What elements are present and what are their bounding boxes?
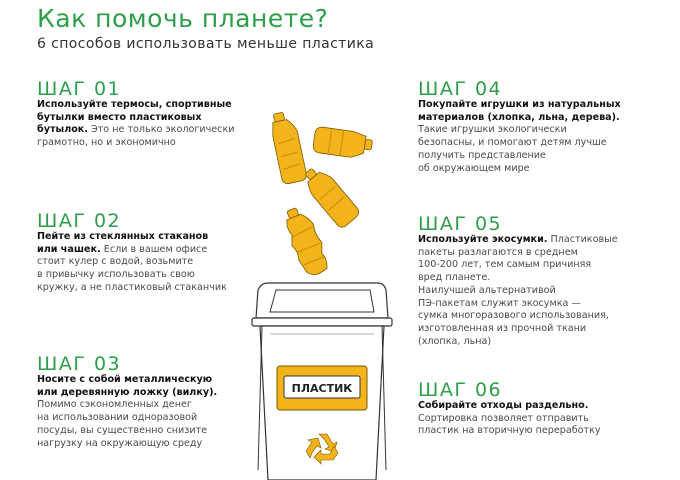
step-04-bold-line: материалов (хлопка, льна, дерева). — [418, 111, 620, 123]
step-05-text-line: ПЭ-пакетам служит экосумка — — [418, 297, 582, 309]
step-01-text — [37, 99, 262, 150]
step-01-heading: ШАГ 01 — [37, 78, 122, 100]
step-04-text-line: безопасны, и помогают детям лучше — [418, 137, 607, 149]
bin-label: ПЛАСТИК — [291, 382, 353, 395]
step-05-heading: ШАГ 05 — [418, 213, 503, 235]
step-01-text-line: грамотно, но и экономично — [37, 137, 176, 149]
step-05-text-line: Наилучшей альтернативой — [418, 284, 556, 296]
step-04-heading: ШАГ 04 — [418, 78, 503, 100]
step-04-text — [418, 99, 643, 175]
step-01-bold-line: бутылки вместо пластиковых — [37, 111, 202, 123]
step-02 — [37, 211, 262, 295]
bottle-icon — [268, 110, 307, 185]
step-06-text — [418, 400, 643, 438]
bottle-icon — [312, 126, 373, 160]
step-01-bold-line: Используйте термосы, спортивные — [37, 99, 232, 110]
step-05-text-line: Пластиковые — [547, 234, 618, 245]
page-title: Как помочь планете? — [37, 4, 329, 33]
step-01-text-line: Это не только экологически — [87, 124, 235, 136]
step-04 — [418, 79, 643, 175]
step-06-text-line: Сортировка позволяет отправить — [418, 412, 589, 424]
step-01-bold-line: бутылок. — [37, 124, 88, 136]
step-05-text-line: (хлопка, льна) — [418, 335, 492, 347]
step-03-bold-line: Носите с собой металлическую — [37, 374, 213, 385]
step-03 — [37, 354, 262, 450]
step-02-bold-line: или чашек. — [37, 243, 101, 255]
bottle-icon — [279, 203, 332, 279]
step-05 — [418, 214, 643, 348]
step-02-bold-line: Пейте из стеклянных стаканов — [37, 231, 209, 242]
step-04-text-line: получить представление — [418, 149, 546, 161]
step-05-text — [418, 234, 643, 348]
step-03-text-line: посуды, вы существенно снизите — [37, 424, 208, 436]
step-06 — [418, 380, 643, 438]
step-05-text-line: вред планете. — [418, 272, 491, 284]
step-01 — [37, 79, 262, 150]
step-04-text-line: Такие игрушки экологически — [418, 124, 567, 136]
step-05-text-line: сумка многоразового использования, — [418, 310, 609, 322]
step-02-heading: ШАГ 02 — [37, 210, 122, 232]
step-02-text-line: стоит кулер с водой, возьмите — [37, 256, 194, 268]
step-06-text-line: пластик на вторичную переработку — [418, 425, 601, 437]
step-04-text-line: об окружающем мире — [418, 162, 530, 174]
step-03-text — [37, 374, 262, 450]
step-05-text-line: 100-200 лет, тем самым причиняя — [418, 259, 592, 271]
step-02-text-line: в привычку использовать свою — [37, 269, 195, 281]
step-05-text-line: пакеты разлагаются в среднем — [418, 246, 578, 258]
step-03-heading: ШАГ 03 — [37, 353, 122, 375]
recycling-illustration — [240, 95, 420, 480]
step-03-text-line: нагрузку на окружающую среду — [37, 437, 203, 449]
step-04-bold-line: Покупайте игрушки из натуральных — [418, 99, 621, 110]
step-06-bold-line: Собирайте отходы раздельно. — [418, 400, 589, 411]
step-05-text-line: изготовленная из прочной ткани — [418, 322, 587, 334]
trash-bin — [252, 283, 392, 480]
page-subtitle: 6 способов использовать меньше пластика — [37, 36, 375, 52]
step-05-bold-line: Используйте экосумки. — [418, 234, 548, 245]
step-03-text-line: на использовании одноразовой — [37, 412, 198, 424]
step-03-bold-line: или деревянную ложку (вилку). — [37, 386, 218, 398]
step-02-text-line: Если в вашем офисе — [100, 243, 208, 255]
step-02-text — [37, 231, 262, 295]
step-06-heading: ШАГ 06 — [418, 379, 503, 401]
step-03-text-line: Помимо сэкономленных денег — [37, 399, 192, 411]
step-02-text-line: кружку, а не пластиковый стаканчик — [37, 281, 227, 293]
